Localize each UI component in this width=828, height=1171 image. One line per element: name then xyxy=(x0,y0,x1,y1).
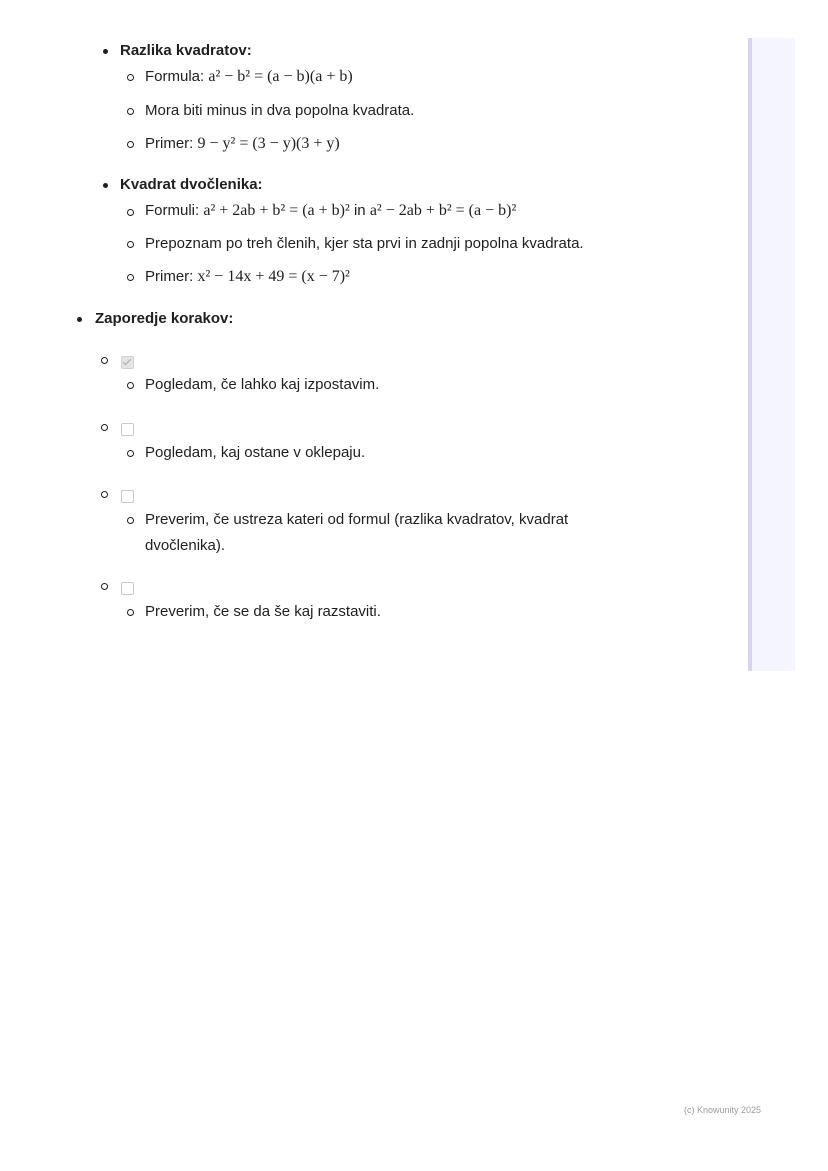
example-line xyxy=(145,268,350,286)
sub-bullet xyxy=(127,517,134,524)
formula-expression-plus: a² + 2ab + b² = (a + b)² xyxy=(203,202,350,219)
section-heading-razlika: Razlika kvadratov: xyxy=(120,42,252,59)
sub-bullet xyxy=(127,450,134,457)
sub-bullet xyxy=(127,609,134,616)
bullet xyxy=(103,183,108,188)
formula-expression: a² − b² = (a − b)(a + b) xyxy=(208,68,353,85)
task-bullet xyxy=(101,357,108,364)
task-bullet xyxy=(101,424,108,431)
section-heading-kvadrat: Kvadrat dvočlenika: xyxy=(120,176,263,193)
steps-heading: Zaporedje korakov: xyxy=(95,310,234,327)
sub-bullet xyxy=(127,108,134,115)
note-text: Prepoznam po treh členih, kjer sta prvi in zadnji popolna kvadrata. xyxy=(145,235,584,252)
sub-bullet xyxy=(127,241,134,248)
note-text: Mora biti minus in dva popolna kvadrata. xyxy=(145,102,415,119)
task-checkbox-2[interactable] xyxy=(121,423,134,436)
example-label: Primer: xyxy=(145,268,198,285)
example-expression: 9 − y² = (3 − y)(3 + y) xyxy=(197,135,340,152)
formula-label: Formuli: xyxy=(145,202,204,219)
step-text-4: Preverim, če se da še kaj razstaviti. xyxy=(145,603,381,620)
example-line xyxy=(145,135,340,153)
formula-label: Formula: xyxy=(145,68,209,85)
bullet xyxy=(103,49,108,54)
task-checkbox-4[interactable] xyxy=(121,582,134,595)
task-checkbox-3[interactable] xyxy=(121,490,134,503)
formula-joiner: in xyxy=(349,202,370,219)
step-text-1: Pogledam, če lahko kaj izpostavim. xyxy=(145,376,380,393)
sub-bullet xyxy=(127,382,134,389)
sub-bullet xyxy=(127,74,134,81)
example-label: Primer: xyxy=(145,135,198,152)
step-text-2: Pogledam, kaj ostane v oklepaju. xyxy=(145,444,366,461)
sub-bullet xyxy=(127,209,134,216)
task-bullet xyxy=(101,491,108,498)
task-checkbox-1[interactable] xyxy=(121,356,134,369)
formula-line xyxy=(145,202,516,220)
bullet xyxy=(77,317,82,322)
footer-copyright: (c) Knowunity 2025 xyxy=(684,1105,762,1115)
task-bullet xyxy=(101,583,108,590)
step-text-3-line2: dvočlenika). xyxy=(145,537,226,554)
formula-expression-minus: a² − 2ab + b² = (a − b)² xyxy=(369,202,517,219)
sub-bullet xyxy=(127,141,134,148)
side-panel xyxy=(748,38,795,671)
example-expression: x² − 14x + 49 = (x − 7)² xyxy=(197,268,350,285)
formula-line xyxy=(145,68,353,86)
step-text-3-line1: Preverim, če ustreza kateri od formul (razlika kvadratov, kvadrat xyxy=(145,511,569,528)
sub-bullet xyxy=(127,274,134,281)
